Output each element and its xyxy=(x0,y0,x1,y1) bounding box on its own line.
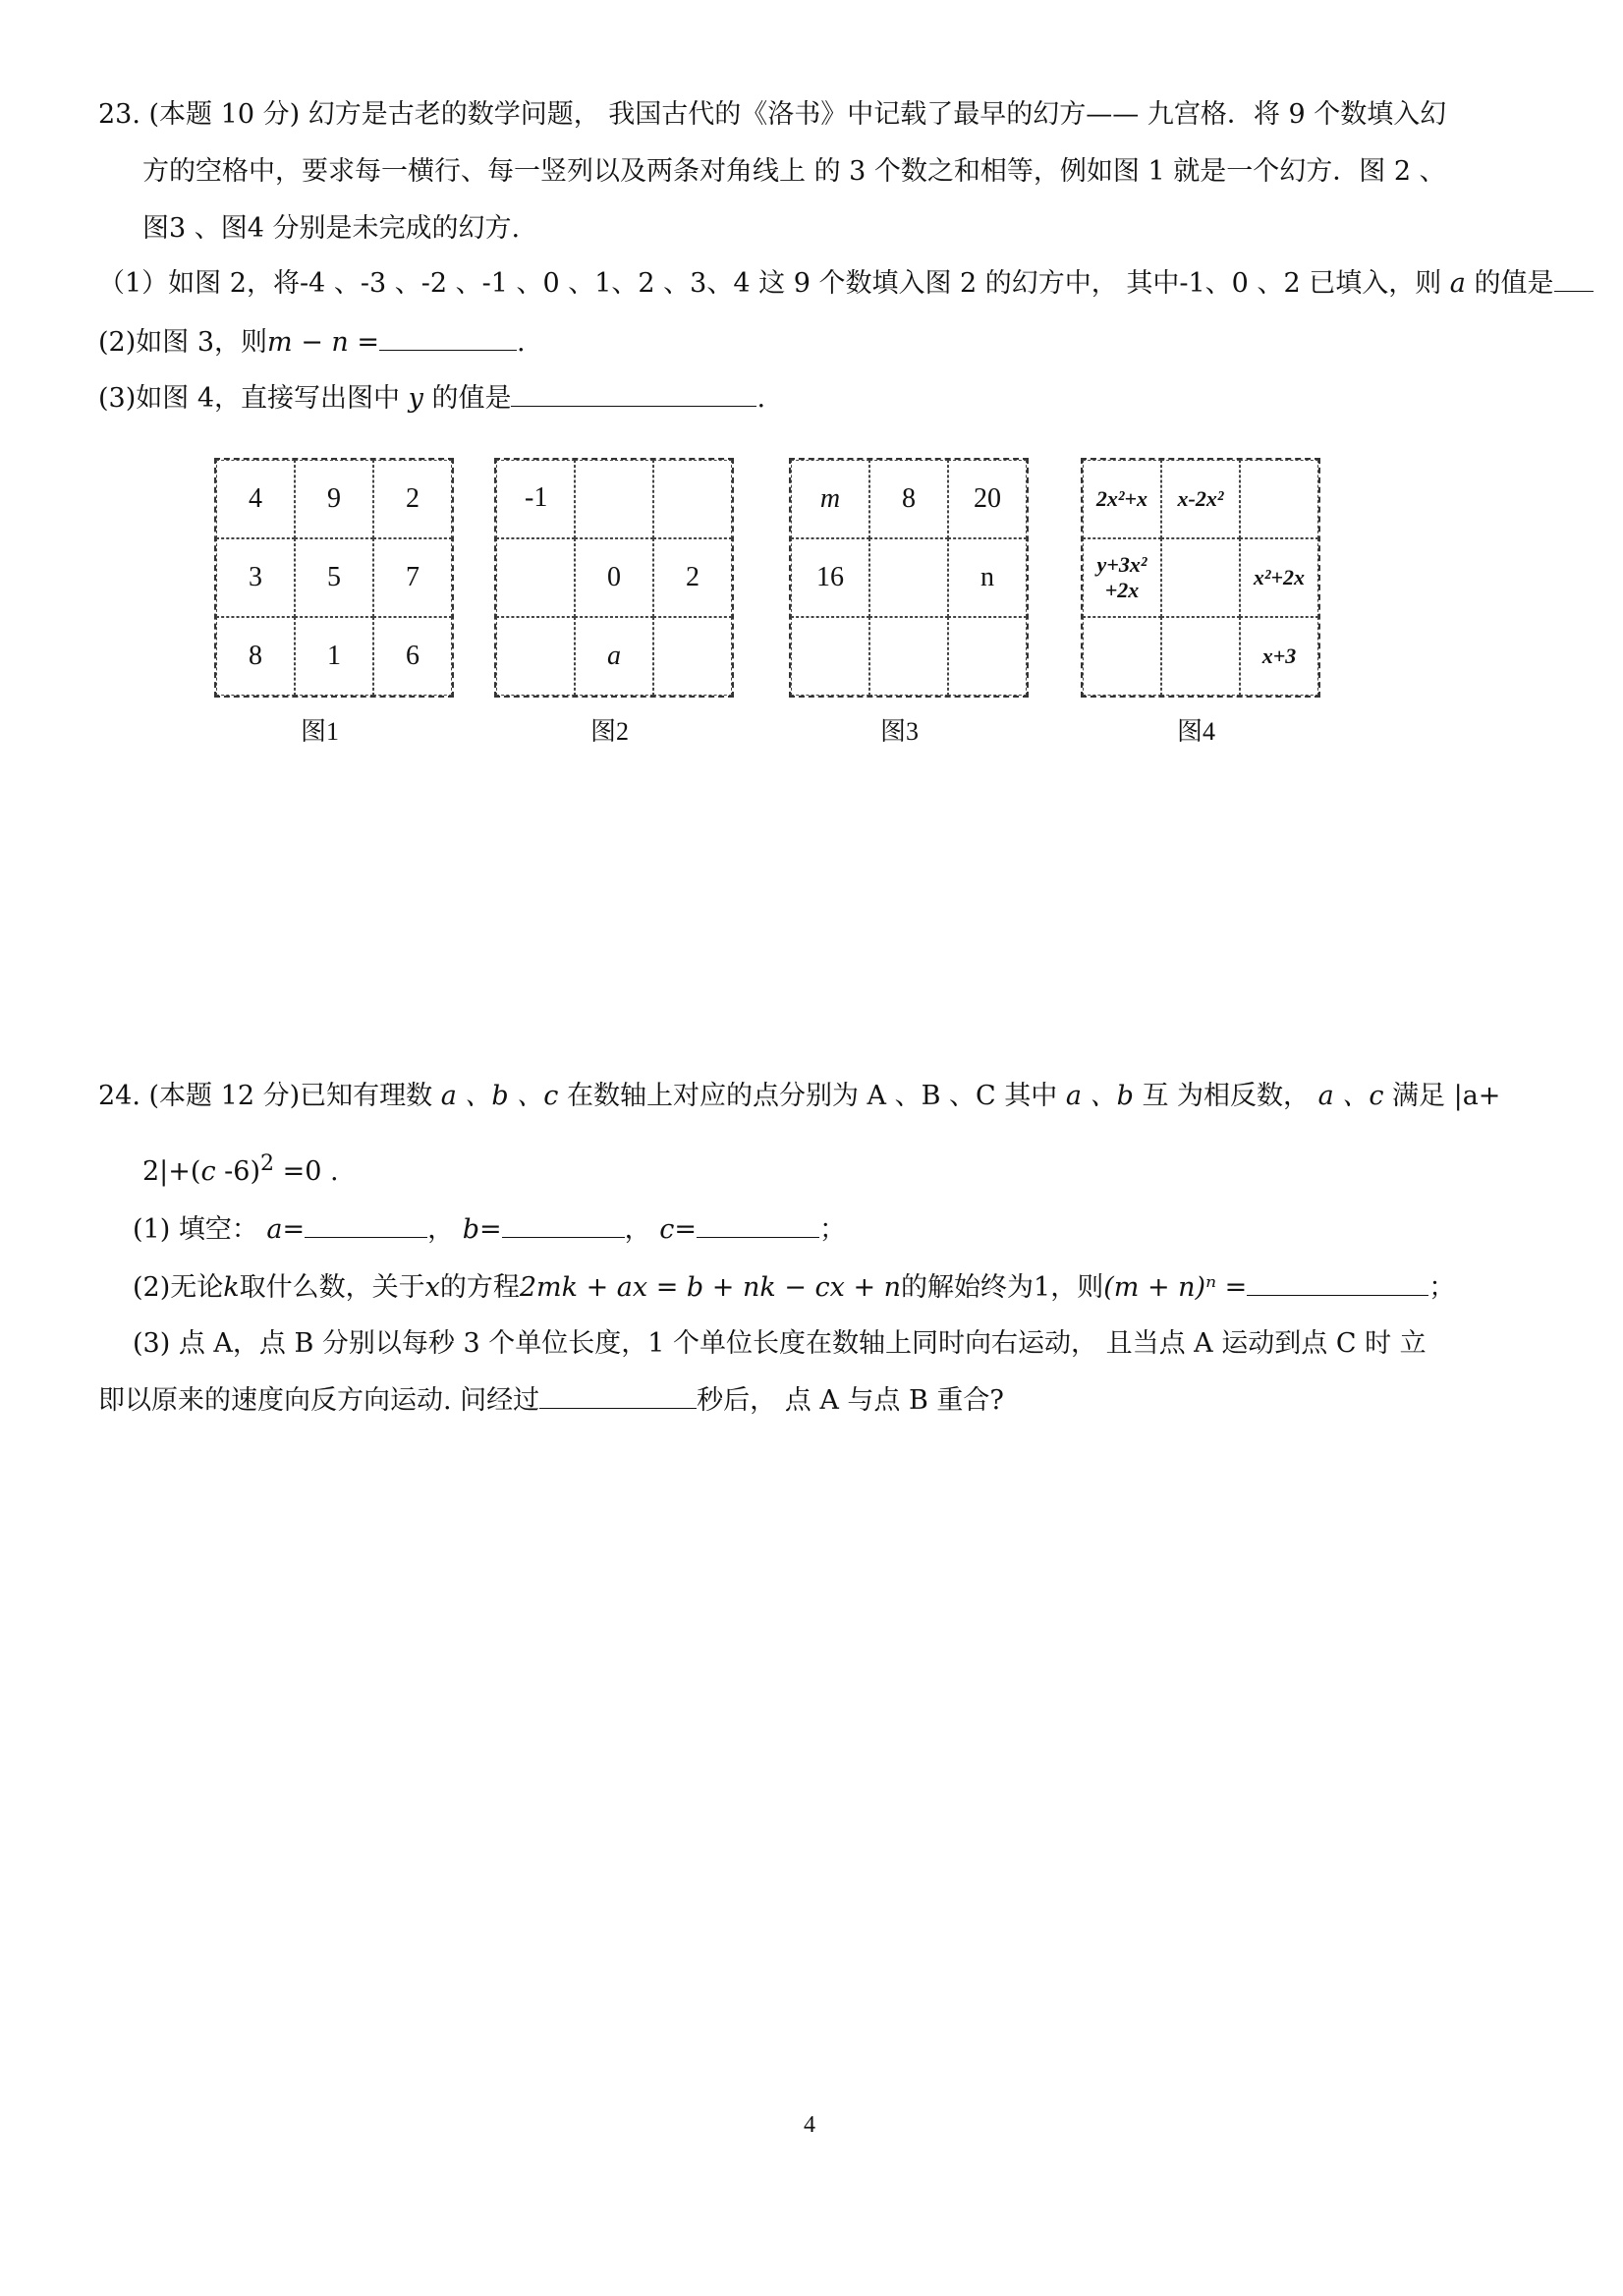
fig1-cell: 4 xyxy=(216,460,295,538)
q24-a-blank[interactable] xyxy=(305,1211,427,1238)
fig4-cell: x-2x² xyxy=(1161,460,1240,538)
fig3-cell: 20 xyxy=(948,460,1027,538)
q24-part-3-line-1: (3) 点 A，点 B 分别以每秒 3 个单位长度，1 个单位长度在数轴上同时向右运动， 且当点 A 运动到点 C 时 立 xyxy=(133,1328,1427,1359)
q24-l2-end: =0 . xyxy=(273,1156,339,1187)
q24-l1-vars: a 、b 、c xyxy=(440,1081,559,1111)
fig2-cell: a xyxy=(575,617,653,696)
q24-l2-start: 2|+( xyxy=(142,1156,201,1187)
q23-p2-blank[interactable] xyxy=(379,324,517,351)
q24-p3-blank[interactable] xyxy=(539,1382,697,1409)
fig4-cell: x²+2x xyxy=(1240,538,1318,617)
q23-part-2 xyxy=(98,324,526,362)
fig4-cell: y+3x² +2x xyxy=(1083,538,1161,617)
fig1-cell: 9 xyxy=(295,460,373,538)
fig4-cell xyxy=(1083,617,1161,696)
q24-p2-text1: (2)无论 xyxy=(133,1272,224,1303)
q24-b-blank[interactable] xyxy=(502,1211,625,1238)
fig3-cell: n xyxy=(948,538,1027,617)
fig4-cell xyxy=(1240,460,1318,538)
q23-part-1 xyxy=(98,265,1594,303)
fig2-cell xyxy=(653,617,732,696)
q23-p1-blank[interactable] xyxy=(1554,265,1594,292)
q24-p2-text3: 的方程 xyxy=(439,1272,520,1303)
q23-p3-var: y xyxy=(408,383,423,414)
fig1-cell: 8 xyxy=(216,617,295,696)
fig2-cell: 0 xyxy=(575,538,653,617)
fig1-cell: 7 xyxy=(373,538,452,617)
fig3-cell: 16 xyxy=(791,538,869,617)
q24-p3-l2a: 即以原来的速度向反方向运动. 问经过 xyxy=(98,1385,540,1416)
fig2-cell: -1 xyxy=(496,460,575,538)
magic-square-fig3 xyxy=(789,458,1029,698)
q23-p1-tail: 的值是 xyxy=(1465,268,1554,299)
q24-l1-mid2: 互 为相反数， xyxy=(1133,1081,1311,1111)
q24-l1-mid: 在数轴上对应的点分别为 A 、B 、C 其中 xyxy=(558,1081,1058,1111)
fig4-cell xyxy=(1161,617,1240,696)
q24-p2-text2: 取什么数，关于 xyxy=(239,1272,425,1303)
q24-p1-label: (1) 填空： xyxy=(133,1214,258,1245)
fig3-cell: m xyxy=(791,460,869,538)
magic-square-fig4 xyxy=(1081,458,1320,698)
q24-p1-c: c= xyxy=(659,1214,698,1245)
q24-p1-a: a= xyxy=(266,1214,306,1245)
q23-p1-var: a xyxy=(1449,268,1466,299)
q23-p2-expr: m − n = xyxy=(267,327,380,358)
fig4-cell xyxy=(1161,538,1240,617)
q24-l1-vars3: a 、c xyxy=(1317,1081,1384,1111)
q24-p2-text4: 的解始终为1，则 xyxy=(901,1272,1104,1303)
fig3-cell xyxy=(791,617,869,696)
page-number: 4 xyxy=(804,2112,815,2138)
fig1-cell: 3 xyxy=(216,538,295,617)
q24-p3-l2b: 秒后， 点 A 与点 B 重合? xyxy=(697,1385,1004,1416)
q24-c-blank[interactable] xyxy=(697,1211,819,1238)
q24-p2-k: k xyxy=(223,1272,240,1303)
fig3-cell xyxy=(869,617,948,696)
fig1-cell: 2 xyxy=(373,460,452,538)
q23-part-3 xyxy=(98,380,765,418)
fig1-caption: 图1 xyxy=(301,717,340,746)
q23-line-1: 23. (本题 10 分) 幻方是古老的数学问题， 我国古代的《洛书》中记载了最早的幻方—— 九宫格．将 9 个数填入幻 xyxy=(98,99,1447,130)
fig3-cell xyxy=(948,617,1027,696)
q24-part-1 xyxy=(133,1211,846,1249)
fig4-cell: x+3 xyxy=(1240,617,1318,696)
q24-p2-blank[interactable] xyxy=(1247,1269,1428,1296)
q23-p2-tail: . xyxy=(517,327,526,358)
q23-p1-text: （1）如图 2，将-4 、-3 、-2 、-1 、0 、1、2 、3、4 这 9 个数填入图 2 的幻方中， 其中-1、0 、2 已填入，则 xyxy=(98,268,1442,299)
fig2-cell: 2 xyxy=(653,538,732,617)
q24-p2-x: x xyxy=(424,1272,440,1303)
fig3-cell xyxy=(869,538,948,617)
q24-p2-expr: (m + n)ⁿ = xyxy=(1103,1272,1248,1303)
q24-l2-c: c xyxy=(200,1156,216,1187)
q24-p1-end: ； xyxy=(819,1214,847,1245)
q24-l1: 24. (本题 12 分)已知有理数 xyxy=(98,1081,433,1111)
q24-l1-end: 满足 |a+ xyxy=(1383,1081,1501,1111)
q23-line-2: 方的空格中，要求每一横行、每一竖列以及两条对角线上 的 3 个数之和相等，例如图 1 就是一个幻方．图 2 、 xyxy=(142,156,1446,187)
q24-part-2 xyxy=(133,1269,1455,1307)
q24-l2-mid: -6) xyxy=(215,1156,260,1187)
q24-p2-equation: 2mk + ax = b + nk − cx + n xyxy=(519,1272,902,1303)
fig2-cell xyxy=(575,460,653,538)
q24-p2-end: ； xyxy=(1428,1272,1456,1303)
fig1-cell: 6 xyxy=(373,617,452,696)
magic-square-fig2 xyxy=(494,458,734,698)
fig3-cell: 8 xyxy=(869,460,948,538)
q23-p3-blank[interactable] xyxy=(511,380,756,407)
fig2-cell xyxy=(496,617,575,696)
fig4-caption: 图4 xyxy=(1177,717,1216,746)
q23-p2-text: (2)如图 3，则 xyxy=(98,327,268,358)
q23-p3-tail: 的值是 xyxy=(422,383,512,414)
q23-p3-end: . xyxy=(756,383,766,414)
q24-line-2 xyxy=(142,1146,339,1191)
magic-square-fig1 xyxy=(214,458,454,698)
fig3-caption: 图3 xyxy=(880,717,920,746)
q24-p1-b: b= xyxy=(462,1214,502,1245)
fig1-cell: 5 xyxy=(295,538,373,617)
q24-l2-exponent: 2 xyxy=(259,1151,274,1176)
fig4-cell: 2x²+x xyxy=(1083,460,1161,538)
fig1-cell: 1 xyxy=(295,617,373,696)
q23-p3-text: (3)如图 4，直接写出图中 xyxy=(98,383,401,414)
q24-p1-sep-1: ， xyxy=(427,1214,455,1245)
q24-line-1 xyxy=(98,1078,1500,1115)
q24-p1-sep-2: ， xyxy=(624,1214,651,1245)
fig2-cell xyxy=(653,460,732,538)
q24-l1-vars2: a 、b xyxy=(1065,1081,1134,1111)
fig2-cell xyxy=(496,538,575,617)
q23-line-3: 图3 、图4 分别是未完成的幻方. xyxy=(142,213,521,244)
fig2-caption: 图2 xyxy=(590,717,630,746)
q24-part-3-line-2 xyxy=(98,1382,1004,1420)
